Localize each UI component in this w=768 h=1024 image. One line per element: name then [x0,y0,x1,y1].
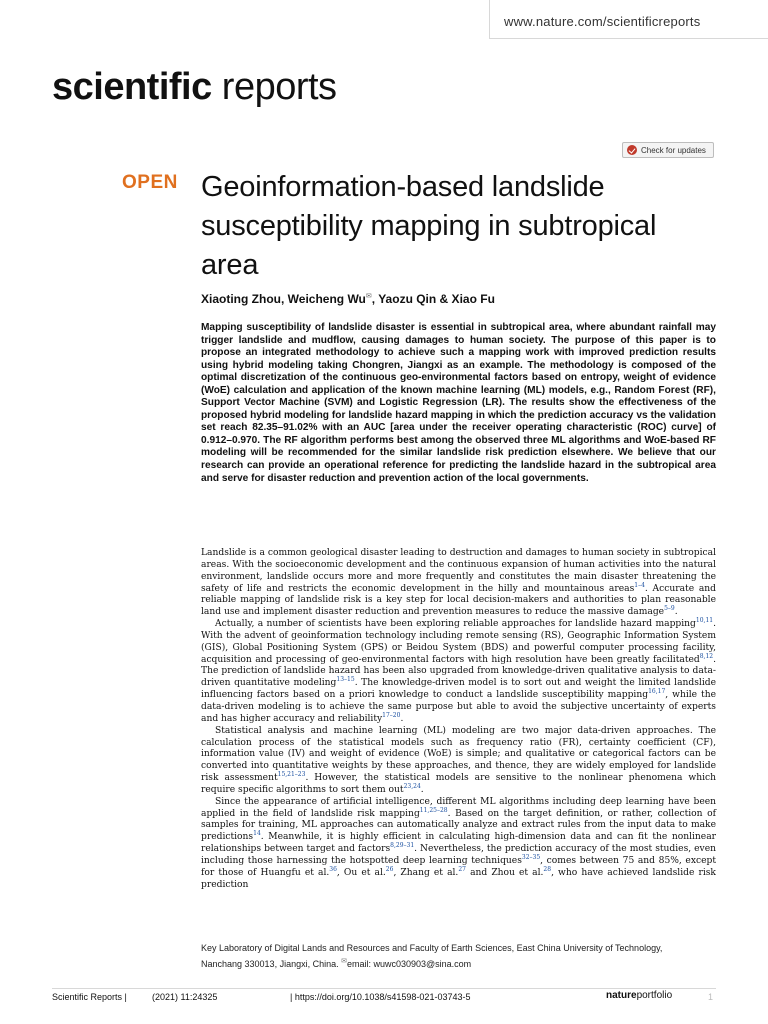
abstract: Mapping susceptibility of landslide disaster is essential in subtropical area, where abundant rainfall may trigger landslide and mudflow, causing damages to human society. The purpose of this paper is to propose an integrated methodology to achieve such a mapping work with improved prediction results using hybrid modeling taking Chongren, Jiangxi as an example. The methodology is composed of the optimal discretization of the continuous geo-environmental factors based on entropy, weight of evidence (WoE) calculation and application of the known machine learning (ML) models, e.g., Random Forest (RF), Support Vector Machine (SVM) and Logistic Regression (LR). The results show the effectiveness of the proposed hybrid modeling for landslide hazard mapping in which the prediction accuracy vs the validation set reach 82.35–91.02% with an AUC [area under the receiver operating characteristic (ROC) curve] of 0.912–0.970. The RF algorithm performs best among the observed three ML algorithms and WoE-based RF modeling will be recommended for the similar landslide risk prediction elsewhere. We believe that our research can provide an operational reference for predicting the landslide hazard in the subtropical area and serve for disaster reduction and prevention action of the local governments. [201,322,716,484]
corresponding-author-envelope-icon[interactable]: ✉ [365,293,372,300]
citation-ref[interactable]: 16,17 [648,688,666,696]
affiliation-footnote [201,941,721,971]
article-title: Geoinformation-based landslide susceptibility mapping in subtropical area [201,171,657,281]
body-text-segment: . Accurate and reliable mapping of landslide risk is a key step for local decision-makers and authorities to plan reasonable land use and implement disaster reduction and prevention measures to reduce the massive damage [201,583,716,618]
citation-ref[interactable]: 36 [329,865,337,873]
body-text-segment: , comes between 75 and 85%, except for those of Huangfu et al. [201,855,716,878]
body-text-segment: . The prediction of landslide hazard has been also upgraded from knowledge-driven qualitative analysis to data-driven quantitative modeling [201,654,716,689]
body-paragraph-2 [201,619,716,726]
body-text-segment: and Zhou et al. [465,867,544,878]
citation-ref[interactable]: 15,21–23 [277,770,306,778]
article-body [201,548,716,891]
citation-ref[interactable]: 26 [385,865,394,873]
author-list [201,292,495,306]
footer-journal-name: Scientific Reports | [52,992,127,1002]
page-number: 1 [708,992,714,1002]
footer-doi-link[interactable]: | https://doi.org/10.1038/s41598-021-03743-5 [290,992,471,1002]
body-text-segment: , Ou et al. [336,867,386,878]
citation-ref[interactable]: 23,24 [403,782,421,790]
footer-volume-info: (2021) 11:24325 [152,992,218,1002]
publisher-name-bold: nature [606,990,637,1001]
open-access-label: OPEN [122,172,178,193]
affiliation-address: Nanchang 330013, Jiangxi, China. [201,959,342,969]
body-text-segment: Landslide is a common geological disaster leading to destruction and damages to human society in subtropical areas. With the socioeconomic development and the continuous expansion of human activities into the natural environment, landslide occurs more and more frequently and constitutes the main disaster threatening the safety of life and restricts the economic development in the hilly and mountainous areas [201,548,716,594]
authors-part1: Xiaoting Zhou, Weicheng Wu [201,292,366,306]
affiliation-line-2 [201,955,721,971]
journal-name-bold: scientific [52,66,212,108]
journal-logo[interactable] [52,66,337,109]
citation-ref[interactable]: 11,25–28 [419,806,448,814]
body-text-segment: Since the appearance of artificial intelligence, different ML algorithms including deep learning have been applied in the field of landslide risk mapping [201,796,716,819]
body-paragraph-1 [201,548,716,619]
citation-ref[interactable]: 14 [253,830,261,838]
body-text-segment: . Meanwhile, it is highly efficient in calculating high-dimension data and can fit the nonlinear relationships between target and factors [201,832,716,855]
header-divider-horizontal [489,38,768,39]
body-text-segment: Actually, a number of scientists have been exploring reliable approaches for landslide hazard mapping [215,619,696,630]
body-text-segment: . Based on the target definition, or rather, collection of samples for training, ML approaches can automatically analyze and extract rules from the input data to make predictions [201,808,716,843]
citation-ref[interactable]: 32–35 [521,853,541,861]
authors-part2: , Yaozu Qin & Xiao Fu [371,292,495,306]
check-updates-label: Check for updates [641,145,706,155]
citation-ref[interactable]: 17–20 [382,711,401,719]
body-text-segment: , who have achieved landslide risk prediction [201,867,716,890]
body-text-segment: . Nevertheless, the prediction accuracy of the most studies, even including those harnessing the hotspotted deep learning techniques [201,844,716,866]
citation-ref[interactable]: 28 [543,865,552,873]
email-envelope-icon: ✉ [341,958,347,965]
citation-ref[interactable]: 1–4 [634,581,645,589]
body-text-segment: , Zhang et al. [393,867,459,878]
check-for-updates-button[interactable] [622,142,714,158]
journal-name-regular: reports [211,66,337,108]
body-paragraph-4 [201,797,716,892]
body-text-segment: . [400,713,404,724]
citation-ref[interactable]: 8,29–31 [390,842,415,850]
body-paragraph-3 [201,726,716,797]
citation-ref[interactable]: 8,12 [699,652,714,660]
body-text-segment: . [420,784,424,795]
publisher-name-regular: portfolio [636,990,673,1001]
check-updates-icon [627,145,637,155]
body-text-segment: . The knowledge-driven model is to sort out and weight the limited landslide influencing factors based on a priori knowledge to conduct a landslide susceptibility mapping [201,678,716,701]
body-text-segment: . [674,607,678,618]
affiliation-email[interactable]: email: wuwc030903@sina.com [346,959,472,969]
citation-ref[interactable]: 10,11 [695,617,714,625]
publisher-logo [606,990,672,1001]
footer-divider [52,988,716,989]
citation-ref[interactable]: 5–9 [664,605,675,613]
citation-ref[interactable]: 13–15 [336,676,355,684]
body-text-segment: . However, the statistical models are sensitive to the nonlinear phenomena which require specific algorithms to sort them out [201,773,717,795]
body-text-segment: Statistical analysis and machine learning (ML) modeling are two major data-driven approaches. The calculation process of the statistical models such as frequency ratio (FR), certainty coefficient (CF), information value (IV) and weight of evidence (WoE) is simple; and qualitative or categorical factors can be converted into quantitative weights by these approaches, and thence, they are widely employed for landslide risk assessment [201,725,716,784]
body-text-segment: , while the data-driven modeling is to achieve the same purpose but able to avoid the subjective uncertainty of experts and has higher accuracy and reliability [201,690,716,724]
affiliation-line-1: Key Laboratory of Digital Lands and Resources and Faculty of Earth Sciences, East China University of Technology, [201,943,663,953]
citation-ref[interactable]: 27 [458,865,466,873]
body-text-segment: . With the advent of geoinformation technology including remote sensing (RS), Geographic Information System (GIS), Global Positioning System (GPS) or Beidou System (BDS) and powerful computer processing facility, acquisition and processing of geo-environmental factors with high resolution have been greatly facilitated [201,619,716,665]
site-url-link[interactable]: www.nature.com/scientificreports [504,14,701,29]
